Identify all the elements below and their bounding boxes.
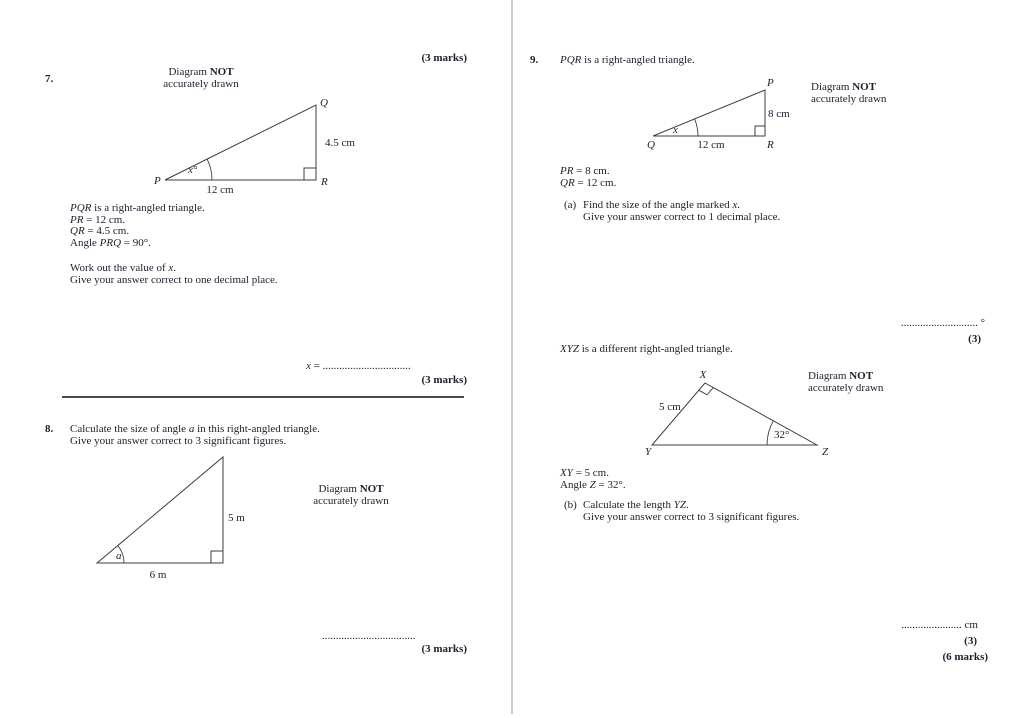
q8-right-angle-mark: [211, 551, 223, 563]
q9-diagram-note1-line2: accurately drawn: [811, 92, 887, 105]
q8-prompt-line-1: Calculate the size of angle a in this right-angled triangle.: [70, 423, 320, 435]
q7-body-line-4: Angle PRQ = 90°.: [70, 236, 151, 249]
q8-prompt-line-2: Give your answer correct to 3 significant figures.: [70, 434, 287, 447]
q9-vertex-y-label: Y: [645, 446, 652, 458]
q9-xyz-right-angle-mark: [699, 388, 714, 395]
q9-vertex-x-label: X: [699, 369, 707, 381]
q9-xyz-side-label: 5 cm: [659, 401, 681, 413]
q8-angle-label: a: [116, 550, 122, 562]
q7-task-line-1: Work out the value of x.: [70, 262, 177, 274]
q9-triangle-pqr-outline: [653, 90, 765, 136]
q8-base-label: 6 m: [149, 569, 167, 581]
q9-diagram-note2-line2: accurately drawn: [808, 381, 884, 394]
q9-diagram-note-2: [808, 371, 883, 394]
previous-question-marks: (3 marks): [421, 52, 467, 64]
q9-body2-line-2: Angle Z = 32°.: [560, 478, 626, 491]
q7-diagram-note: [154, 67, 248, 90]
q7-body-line-3: QR = 4.5 cm.: [70, 225, 130, 237]
q9-pqr-base-label: 12 cm: [697, 139, 725, 151]
page-divider: [511, 0, 513, 714]
q9-diagram-note1-line1: Diagram NOT: [811, 81, 877, 93]
q9-vertex-q-label: Q: [647, 139, 655, 151]
q9-part-b-label: (b): [564, 499, 577, 511]
q9-total-marks: (6 marks): [942, 651, 988, 663]
question-8-number: 8.: [45, 423, 54, 435]
q9-pqr-angle-label: x: [673, 124, 678, 136]
q8-triangle-diagram: [88, 448, 263, 583]
q7-vertex-q-label: Q: [320, 97, 328, 109]
q8-answer-line: ..................................: [322, 630, 416, 642]
q9-part-b-line-1: Calculate the length YZ.: [583, 499, 689, 511]
q9-body-line-2: QR = 12 cm.: [560, 176, 617, 189]
q7-diagram-note-line1: Diagram NOT: [168, 66, 234, 78]
q7-triangle-diagram: [150, 95, 362, 201]
q9-diagram-note-1: [811, 82, 886, 105]
q9-xyz-angle-arc: [767, 421, 773, 445]
question-9-number: 9.: [530, 54, 539, 66]
q9-part-a-text: [583, 200, 780, 223]
q9-answer-a-line: ............................ °: [900, 317, 985, 329]
q7-body: [70, 203, 205, 249]
q8-prompt: [70, 424, 320, 447]
q7-marks: (3 marks): [421, 374, 467, 386]
q9-pqr-right-angle-mark: [755, 126, 765, 136]
q9-body2-line-1: XY = 5 cm.: [560, 467, 609, 479]
q7-vertex-r-label: R: [321, 176, 328, 188]
q7-angle-arc: [207, 159, 212, 180]
q9-xyz-angle-label: 32°: [774, 429, 790, 441]
q9-xyz-intro: XYZ is a different right-angled triangle.: [560, 343, 733, 355]
q9-part-a-line-1: Find the size of the angle marked x.: [583, 199, 741, 211]
q9-vertex-p-label: P: [767, 77, 774, 89]
q9-body: [560, 166, 616, 189]
q7-task: [70, 263, 278, 286]
q8-marks: (3 marks): [421, 643, 467, 655]
q7-angle-label: x°: [188, 164, 198, 176]
q9-diagram-note2-line1: Diagram NOT: [808, 370, 874, 382]
q8-diagram-note: [303, 484, 399, 507]
question-7-number: 7.: [45, 73, 54, 85]
q9-part-a-line-2: Give your answer correct to 1 decimal place.: [583, 210, 781, 223]
q9-body-line-1: PR = 8 cm.: [560, 165, 610, 177]
q9-body-2: [560, 468, 626, 491]
q9-intro: PQR is a right-angled triangle.: [560, 54, 695, 66]
q9-vertex-r-label: R: [767, 139, 774, 151]
q7-base-label: 12 cm: [206, 184, 234, 196]
q8-side-label: 5 m: [228, 512, 245, 524]
q9-pqr-side-label: 8 cm: [768, 108, 790, 120]
q9-part-a-label: (a): [564, 199, 577, 211]
q8-diagram-note-line2: accurately drawn: [313, 494, 389, 507]
q7-body-line-1: PQR is a right-angled triangle.: [70, 202, 205, 214]
q9-marks-b: (3): [964, 635, 977, 647]
q9-pqr-angle-arc: [695, 119, 698, 136]
q7-answer-line: x = ................................: [306, 360, 411, 372]
q9-marks-a: (3): [968, 333, 981, 345]
q9-answer-b-line: ...................... cm: [901, 619, 978, 631]
q7-right-angle-mark: [304, 168, 316, 180]
q8-diagram-note-line1: Diagram NOT: [318, 483, 384, 495]
q7-diagram-note-line2: accurately drawn: [163, 77, 239, 90]
q8-triangle-outline: [97, 457, 223, 563]
q9-vertex-z-label: Z: [822, 446, 829, 458]
q9-triangle-pqr-diagram: [643, 76, 803, 156]
q9-part-b-text: [583, 500, 799, 523]
q7-task-line-2: Give your answer correct to one decimal place.: [70, 273, 278, 286]
q7-side-label: 4.5 cm: [325, 137, 355, 149]
q7-vertex-p-label: P: [154, 175, 161, 187]
q9-triangle-xyz-outline: [652, 383, 817, 445]
q9-part-b-line-2: Give your answer correct to 3 significant figures.: [583, 510, 800, 523]
question-separator-rule: [62, 396, 464, 398]
q7-body-line-2: PR = 12 cm.: [70, 213, 126, 226]
